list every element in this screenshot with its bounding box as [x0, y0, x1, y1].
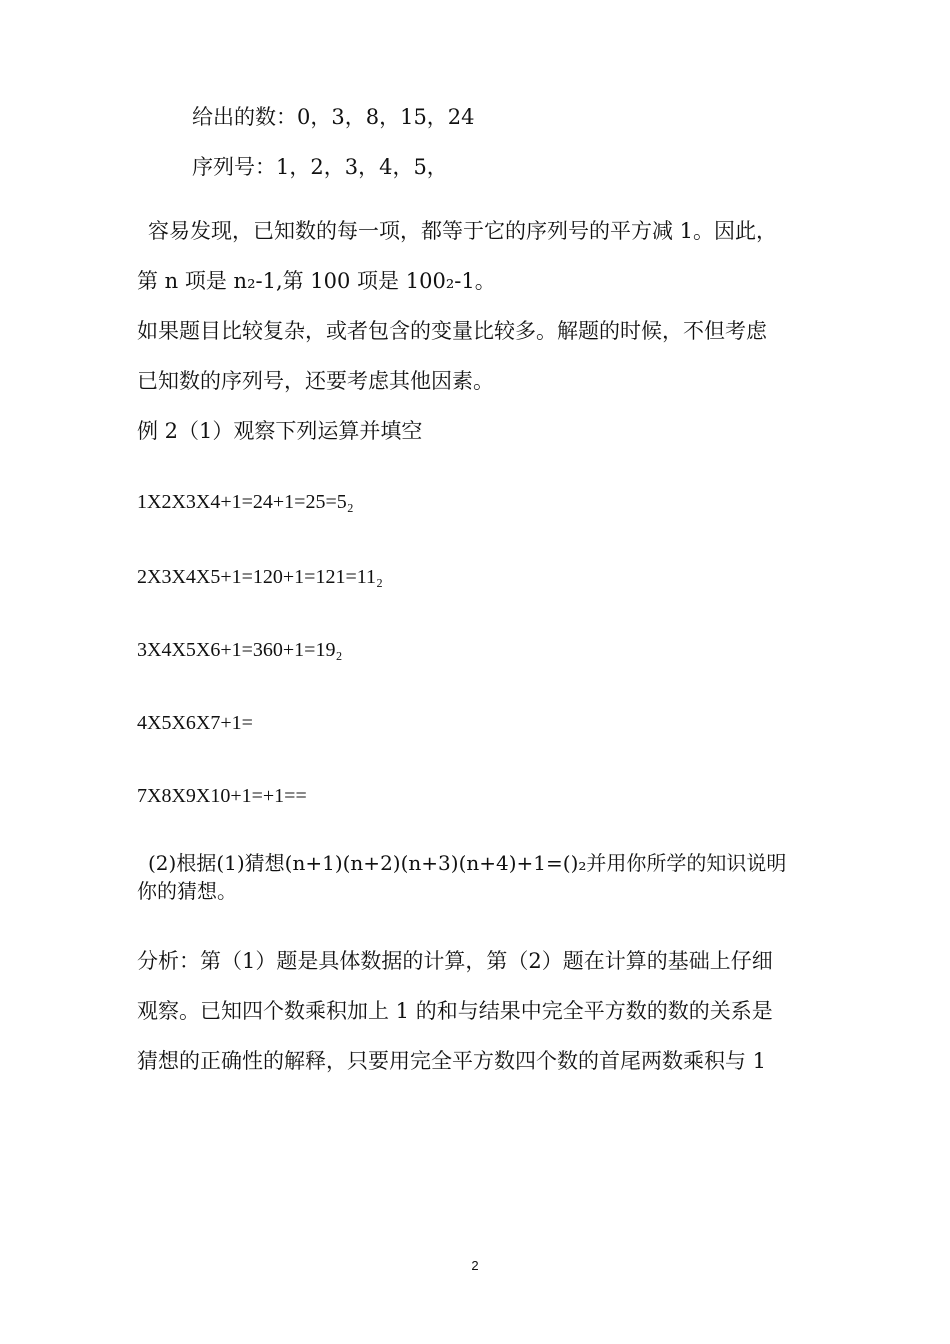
paragraph-line: (2)根据(1)猜想(n+1)(n+2)(n+3)(n+4)+1=()₂并用你所学的知识说明 [148, 851, 787, 875]
paragraph-line: 已知数的序列号，还要考虑其他因素。 [137, 369, 494, 393]
equation-line: 2X3X4X5+1=120+1=121=11₂ [137, 566, 383, 588]
example-heading: 例 2（1）观察下列运算并填空 [137, 419, 423, 443]
equation-line: 1X2X3X4+1=24+1=25=5₂ [137, 491, 354, 513]
paragraph-line: 观察。已知四个数乘积加上 1 的和与结果中完全平方数的数的关系是 [137, 999, 773, 1023]
paragraph-line: 如果题目比较复杂，或者包含的变量比较多。解题的时候，不但考虑 [137, 319, 767, 343]
paragraph-line: 你的猜想。 [137, 879, 237, 903]
sequence-numbers-line: 序列号：1，2，3，4，5， [192, 155, 448, 179]
equation-line: 7X8X9X10+1=+1== [137, 785, 307, 807]
paragraph-line: 分析：第（1）题是具体数据的计算，第（2）题在计算的基础上仔细 [137, 949, 773, 973]
equation-line: 3X4X5X6+1=360+1=19₂ [137, 639, 343, 661]
paragraph-line: 容易发现，已知数的每一项，都等于它的序列号的平方减 1。因此， [148, 219, 778, 243]
paragraph-line: 猜想的正确性的解释，只要用完全平方数四个数的首尾两数乘积与 1 [137, 1049, 767, 1073]
page-number: 2 [471, 1258, 479, 1273]
paragraph-line: 第 n 项是 n₂-1,第 100 项是 100₂-1。 [137, 269, 496, 293]
given-numbers-line: 给出的数：0，3，8，15，24 [192, 105, 475, 129]
equation-line: 4X5X6X7+1= [137, 712, 253, 734]
